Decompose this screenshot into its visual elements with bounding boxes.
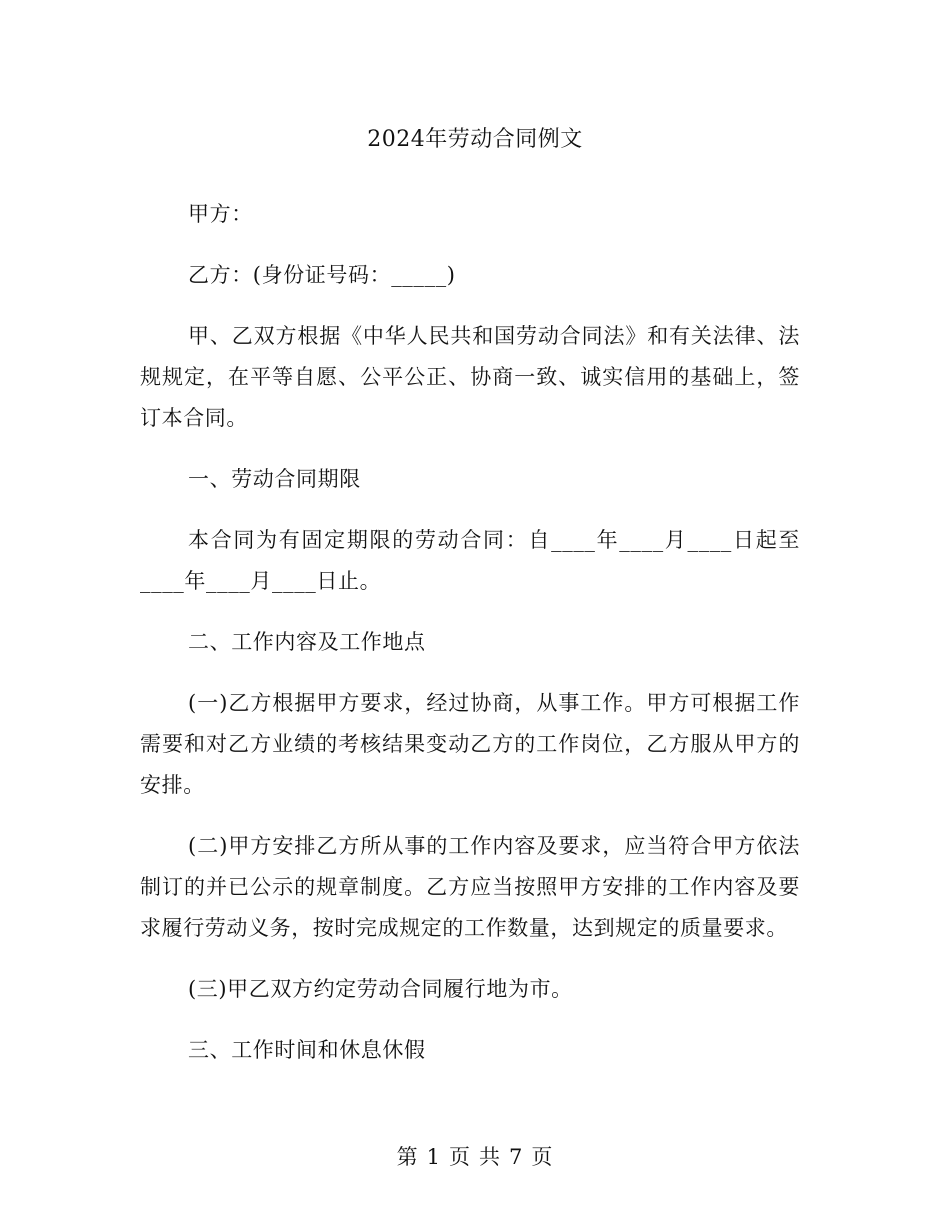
work-content-clause-2: (二)甲方安排乙方所从事的工作内容及要求，应当符合甲方依法制订的并已公示的规章制度。乙方应当按照甲方安排的工作内容及要求履行劳动义务，按时完成规定的工作数量，达到规定的质量要求。 — [140, 834, 800, 940]
section-heading-work-content: 二、工作内容及工作地点 — [188, 630, 426, 654]
work-content-clause-3: (三)甲乙双方约定劳动合同履行地为市。 — [188, 977, 573, 1001]
footer-prefix: 第 — [396, 1145, 419, 1169]
party-b-line: 乙方：(身份证号码：_____) — [188, 263, 456, 287]
section-heading-contract-term: 一、劳动合同期限 — [188, 467, 361, 491]
footer-suffix: 页 — [531, 1145, 554, 1169]
document-title: 2024年劳动合同例文 — [367, 127, 583, 152]
contract-term-paragraph: 本合同为有固定期限的劳动合同：自____年____月____日起至____年____月____日止。 — [140, 528, 800, 593]
section-heading-working-hours: 三、工作时间和休息休假 — [188, 1038, 426, 1062]
footer-total-word: 共 — [479, 1145, 501, 1169]
work-content-clause-1: (一)乙方根据甲方要求，经过协商，从事工作。甲方可根据工作需要和对乙方业绩的考核结果变动乙方的工作岗位，乙方服从甲方的安排。 — [140, 691, 800, 797]
document-body — [140, 194, 800, 1091]
footer-page-word: 页 — [449, 1145, 471, 1169]
party-a-line: 甲方： — [188, 202, 253, 226]
preamble-paragraph: 甲、乙双方根据《中华人民共和国劳动合同法》和有关法律、法规规定，在平等自愿、公平公正、协商一致、诚实信用的基础上，签订本合同。 — [140, 324, 800, 430]
footer-page-number: 1 — [426, 1145, 441, 1169]
page-footer — [0, 1142, 950, 1172]
footer-total-pages: 7 — [509, 1145, 524, 1169]
